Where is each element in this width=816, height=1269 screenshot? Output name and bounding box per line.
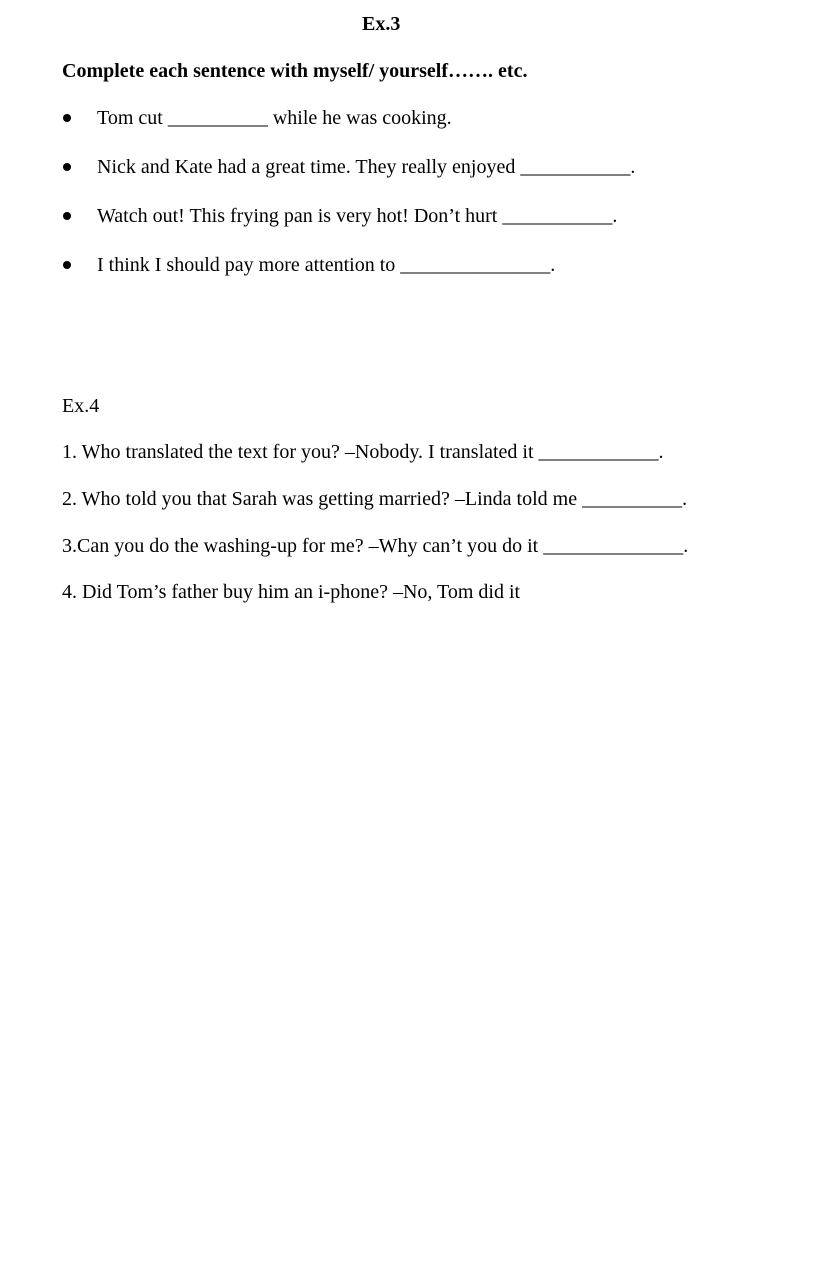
sentence-text: while he was cooking. (267, 107, 452, 129)
sentence-text: 2. Who told you that Sarah was getting married? –Linda told me (62, 488, 583, 510)
bullet-icon (63, 261, 71, 269)
sentence-text: . (630, 156, 636, 178)
answer-blank: ___________ (502, 205, 613, 227)
sentence-text: 1. Who translated the text for you? –Nobody. I translated it (62, 441, 539, 463)
sentence-text: Tom cut (97, 107, 168, 129)
answer-blank: ______________ (543, 535, 684, 557)
answer-blank: __________ (167, 107, 268, 129)
list-item (62, 580, 520, 604)
answer-blank: ___________ (520, 156, 631, 178)
sentence-text: 3.Can you do the washing-up for me? –Why can’t you do it (62, 535, 544, 557)
answer-blank: __________ (582, 488, 683, 510)
sentence-text: . (658, 441, 664, 463)
ex3-instruction: Complete each sentence with myself/ yourself……. etc. (62, 60, 528, 82)
list-item (62, 487, 687, 511)
bullet-icon (63, 114, 71, 122)
sentence-text: Watch out! This frying pan is very hot! Don’t hurt (97, 205, 503, 227)
ex4-heading: Ex.4 (62, 395, 100, 417)
answer-blank: ____________ (538, 441, 659, 463)
sentence-text: . (550, 254, 556, 276)
answer-blank: _______________ (400, 254, 551, 276)
list-item (62, 534, 688, 558)
ex3-heading: Ex.3 (362, 13, 401, 35)
bullet-icon (63, 212, 71, 220)
sentence-text: . (682, 488, 688, 510)
list-item (62, 440, 664, 464)
sentence-text: 4. Did Tom’s father buy him an i-phone? –No, Tom did it (62, 581, 521, 603)
sentence-text: Nick and Kate had a great time. They really enjoyed (97, 156, 521, 178)
sentence-text: . (683, 535, 689, 557)
bullet-icon (63, 163, 71, 171)
sentence-text: . (612, 205, 618, 227)
sentence-text: I think I should pay more attention to (97, 254, 401, 276)
